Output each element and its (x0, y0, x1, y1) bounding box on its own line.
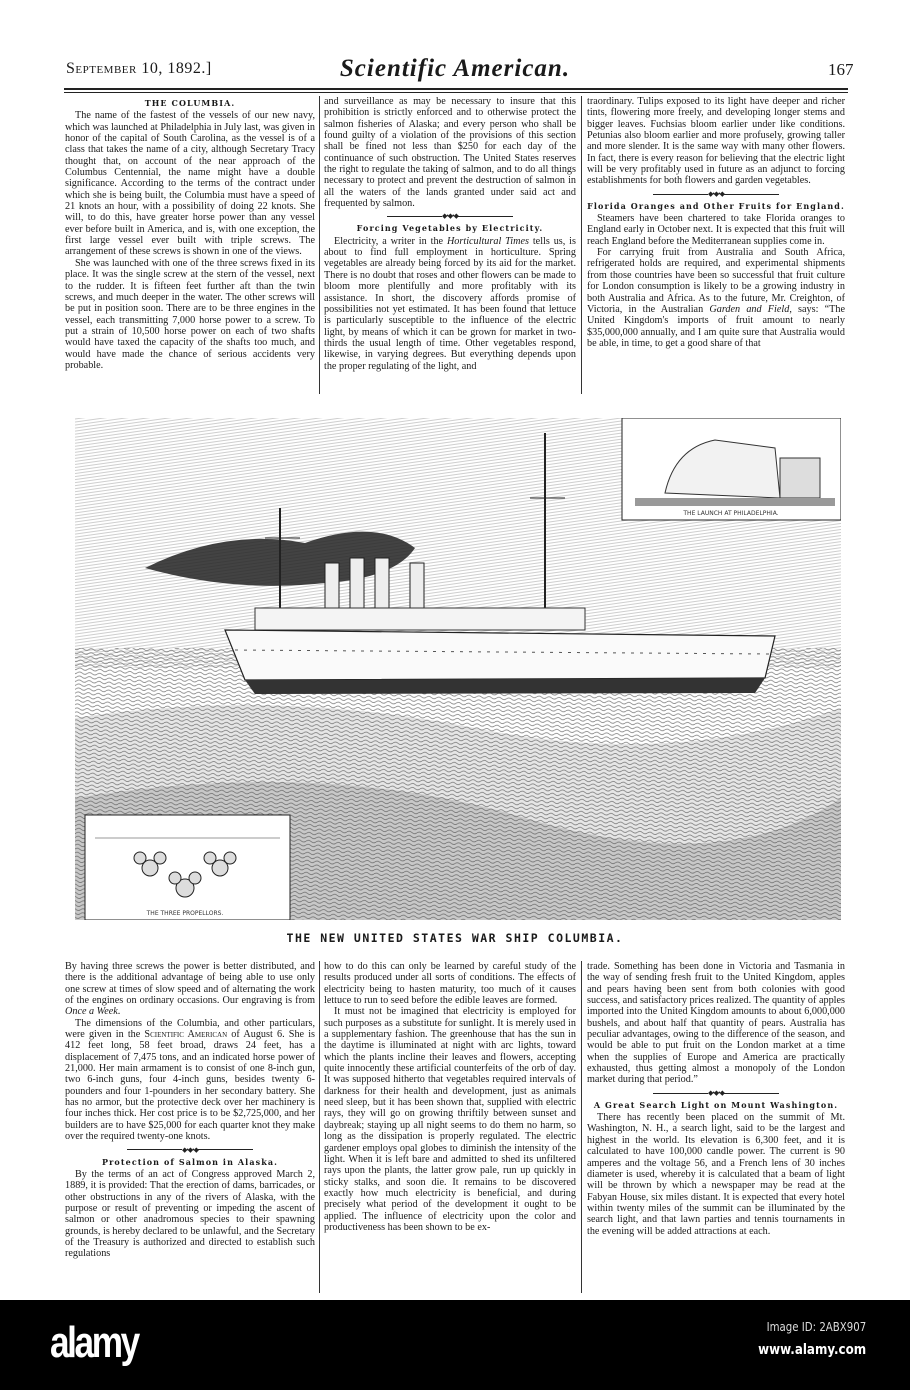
upper-column-3 (587, 96, 845, 394)
paragraph-text: , says: “The United Kingdom's imports of fruit amount to nearly $35,000,000 annually, and I am quite sure that Australia would be able, in time, to get a good share of that (587, 303, 845, 349)
alamy-url[interactable]: www.alamy.com (757, 1342, 866, 1358)
paragraph-text: It must not be imagined that electricity is employed for such purposes as a substitute for sunlight. It is merely used in a supplementary fashion. The greenhouse that has the sun in the daytime is illuminated at night with arc lights, toward which the plants incline their leaves and flowers, accepting quite innocently these artificial counterfeits of the orb of day. It was supposed hitherto that vegetables required intervals of darkness for their health and development, just as animals need sleep, but it has been shown that, supplied with electric rays, they will go on growing thriftily between sunset and daybreak; staying up all night seems to do them no harm, so long as the dissipation is properly regulated. The electric gardener employs opal globes to diminish the intensity of the light. When it is left bare and admitted to shed its unfiltered rays upon the plants, the latter grow pale, run up quickly in sticky stalks, and soon die. It remains to be discovered exactly how much electricity is beneficial, and during precisely what period of the development it ought to be applied. The influence of electricity upon the color and productiveness has been shown to be ex- (324, 1006, 576, 1233)
paragraph-text: traordinary. Tulips exposed to its light have deeper and richer tints, flowering more freely, and developing longer stems and bigger leaves. Fuchsias bloom earlier under like conditions. Petunias also bloom earlier and more profusely, growing taller and more slender. It is the same way with many other flowers. In fact, there is every reason for believing that the electric light will be very profitably used in future as an adjunct to forcing establishments for both flowers and garden vegetables. (587, 96, 845, 187)
paragraph-text: of August 6. She is 412 feet long, 58 feet broad, draws 24 feet, has a displacement of 7,475 tons, and an indicated horse power of 21,000. Her main armament is to consist of one 8-inch gun, two 6-inch guns, four 4-inch guns, besides twenty 6-pounders and four 1-pounders in her secondary battery. She has no armor, but the protective deck over her machinery is four inches thick. Her cost price is to be $2,725,000, and her builders are to have $25,000 for each quarter knot they make over the required twenty-one knots. (65, 1029, 315, 1143)
paragraph (65, 110, 315, 257)
paragraph (587, 96, 845, 187)
paragraph (324, 96, 576, 209)
column-rule (581, 961, 582, 1293)
paragraph-text: She was launched with one of the three screws fixed in its place. It was the single screw at the stern of the vessel, next to the rudder. It is fifteen feet further aft than the twin screws, and much deeper in the water. The other screws will be put in position soon. There are to be three engines in the vessel, each transmitting 7,000 horse power to a screw. To put a strain of 10,500 horse power on each of two shafts would have taxed the capacity of the shafts too much, and would have made the chance of serious accidents very probable. (65, 257, 315, 371)
paragraph (587, 1112, 845, 1237)
article-heading: Forcing Vegetables by Electricity. (356, 223, 544, 234)
propellers-inset (85, 815, 290, 920)
paragraph-text: Electricity, a writer in the (334, 235, 447, 247)
paragraph (587, 961, 845, 1086)
article-heading: A Great Search Light on Mount Washington. (593, 1099, 839, 1110)
paragraph-text: By the terms of an act of Congress approved March 2, 1889, it is provided: That the erection of dams, barricades, or other obstructions in any of the rivers of Alaska, with the purpose or result of preventing or impeding the ascent of salmon or other anadromous species to their spawning grounds, is hereby declared to be unlawful, and the Secretary of the Treasury is authorized and directed to establish such regulations (65, 1168, 315, 1260)
column-rule (319, 96, 320, 394)
paragraph-text: how to do this can only be learned by careful study of the results produced under all sorts of conditions. The effects of electricity being to hasten maturity, too much of it causes lettuce to run to seed before the edible leaves are formed. (324, 961, 576, 1007)
illustration-caption: THE NEW UNITED STATES WAR SHIP COLUMBIA. (286, 931, 624, 945)
article-heading: Florida Oranges and Other Fruits for England. (587, 200, 845, 211)
paragraph (65, 1169, 315, 1260)
column-rule (319, 961, 320, 1293)
lower-column-1 (65, 961, 315, 1293)
watermark-footer (0, 1300, 910, 1390)
ornamental-divider: ◆•◆•◆ (587, 190, 845, 199)
page-number: 167 (828, 60, 854, 79)
paragraph-text: There has recently been placed on the summit of Mt. Washington, N. H., a search light, said to be the largest and highest in the world. Its elevation is 6,300 feet, and it is calculated to have 100,000 candle power. The current is 90 amperes and the voltage 56, and a French lens of 30 inches diameter is used, whereby it is calculated that a beam of light will be thrown by which a newspaper may be read at the Fabyan House, six miles distant. It is expected that every hotel within twenty miles of the summit can be illuminated by the search light, and that lawn parties and tennis tournaments in the evening will be added attractions at each. (587, 1112, 845, 1237)
italic-title: Garden and Field (709, 303, 790, 315)
upper-column-2 (324, 96, 576, 394)
paragraph-text: The name of the fastest of the vessels of our new navy, which was launched at Philadelphia in July last, was given in honor of the capital of South Carolina, as the vessel is of a class that takes the name of a city, although Secretary Tracy thought that, on account of the near approach of the Columbus Centennial, the name might have a double significance. According to the terms of the contract under which she is being built, the Columbia must have a speed of 21 knots an hour, with a possibility of doing 22 knots. She will, to do this, have greater horse power than any vessel ever before built in America, and is, with one exception, the first large vessel ever built with triple screws. The arrangement of these screws is shown in one of the views. (65, 110, 315, 258)
header-rule (64, 88, 848, 90)
paragraph-text: . (117, 1006, 121, 1018)
paragraph (65, 258, 315, 371)
paragraph (65, 1018, 315, 1143)
ornamental-divider: ◆•◆•◆ (65, 1146, 315, 1155)
paragraph (324, 961, 576, 1006)
paragraph-text: For carrying fruit from Australia and South Africa, refrigerated holds are required, and experimental shipments from those countries have been so successful that fruit culture for London consumption is likely to be a growing industry in both Australia and Africa. As to the future, Mr. Creighton, of Victoria, in the Australian (587, 247, 845, 315)
paragraph-text: and surveillance as may be necessary to insure that this prohibition is strictly enforced and to otherwise protect the salmon fisheries of Alaska; and every person who shall be found guilty of a violation of the provisions of this section shall be fined not less than $250 for each day of the continuance of such obstruction. The United States reserves the right to regulate the taking of salmon, and to do all things necessary to protect and prevent the destruction of salmon in all the waters of the lands granted under said act and frequented by salmon. (324, 96, 576, 210)
lower-column-3 (587, 961, 845, 1293)
paragraph-text: By having three screws the power is better distributed, and there is the additional advantage of being able to use only one screw at times of slow speed and of alternating the work of the engines on ordinary occasions. Our engraving is from (65, 961, 315, 1007)
issue-date: September 10, 1892.] (66, 60, 212, 77)
propellers-inset-label: THE THREE PROPELLORS. (146, 910, 224, 917)
paragraph (587, 213, 845, 247)
paragraph (324, 236, 576, 372)
war-ship-engraving (75, 418, 841, 920)
paragraph (587, 247, 845, 349)
masthead: Scientific American. (339, 55, 571, 82)
paragraph-text: The dimensions of the Columbia, and other particulars, were given in the (65, 1017, 315, 1041)
paragraph-text: tells us, is about to find full employment in horticulture. Spring vegetables are already being forced by its aid for the market. There is no doubt that roses and other flowers can be made to bloom more plentifully and more profitably with its assistance. In short, the discovery affords promise of possibilities not yet estimated. It has been found that lettuce is particularly susceptible to the influence of the electric light, by means of which it can be grown for market in two-thirds the usual length of time. Other vegetables respond, likewise, in varying degrees. But everything depends upon the proper regulating of the light, and (324, 235, 576, 372)
paragraph-text: Steamers have been chartered to take Florida oranges to England early in October next. It is expected that this fruit will reach England before the Mediterranean supplies come in. (587, 213, 845, 247)
launch-inset-label: THE LAUNCH AT PHILADELPHIA. (683, 510, 779, 517)
ornamental-divider: ◆•◆•◆ (324, 212, 576, 221)
article-heading: THE COLUMBIA. (144, 98, 236, 108)
column-rule (581, 96, 582, 394)
paragraph (65, 961, 315, 1018)
header-rule-thin (64, 92, 848, 93)
italic-title: Once a Week (65, 1006, 118, 1018)
paragraph (324, 1006, 576, 1233)
article-heading: Protection of Salmon in Alaska. (101, 1156, 279, 1167)
lower-column-2 (324, 961, 576, 1293)
ship-hull (225, 630, 775, 680)
paragraph-text: Scientific American (144, 1029, 228, 1041)
image-id: Image ID: 2ABX907 (766, 1320, 866, 1334)
ornamental-divider: ◆•◆•◆ (587, 1089, 845, 1098)
upper-column-1 (65, 96, 315, 394)
alamy-logo: alamy (50, 1318, 138, 1367)
italic-title: Horticultural Times (446, 235, 529, 247)
paragraph-text: trade. Something has been done in Victoria and Tasmania in the way of sending fresh fruit to the United Kingdom, apples and pears having been sent from both colonies with good success, and satisfactory prices realized. The quantity of apples imported into the United Kingdom amounts to about 6,000,000 bushels, and about half that quantity of pears. Australia has peculiar advantages, owing to the difference of the season, and would be able to put fruit on the London market at a time when the supplies of Europe and America are practically exhausted, thus getting almost a monopoly of the London market during that period.” (587, 961, 845, 1086)
